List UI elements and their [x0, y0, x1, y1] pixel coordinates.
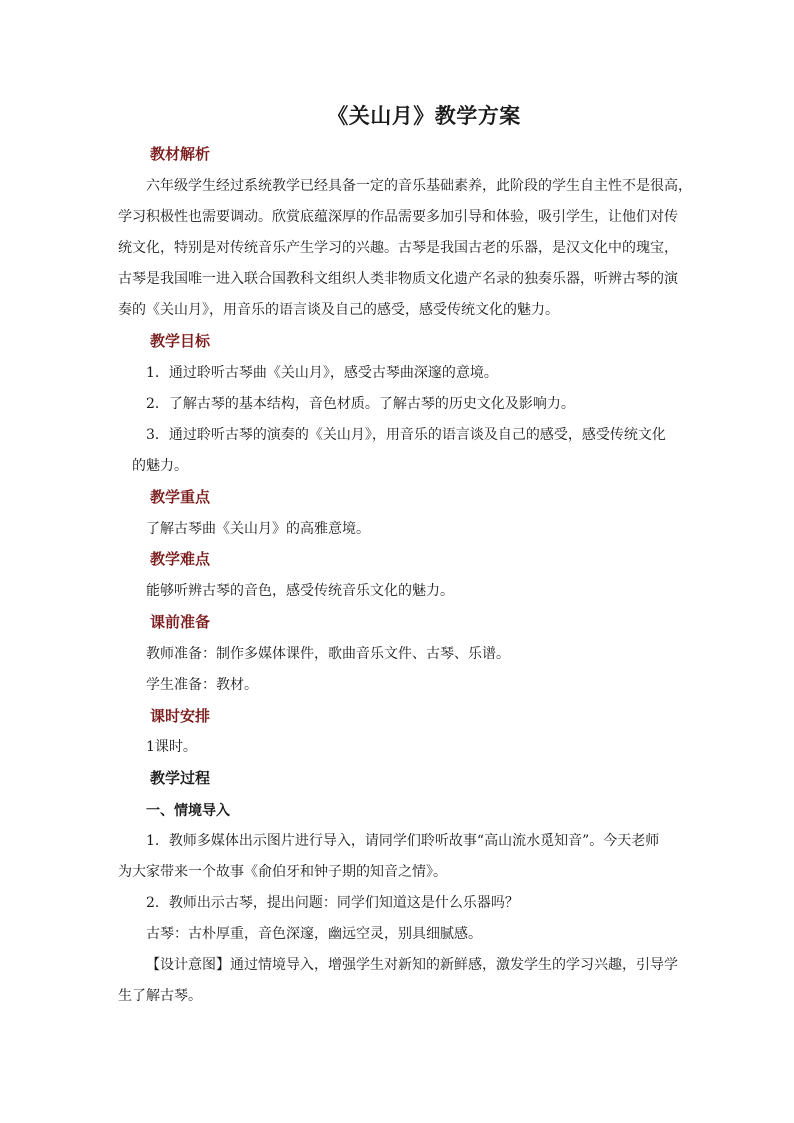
process-line: 古琴：古朴厚重，音色深邃，幽远空灵，别具细腻感。 [146, 926, 482, 942]
preparation-student: 学生准备：教材。 [146, 677, 258, 693]
analysis-line: 六年级学生经过系统教学已经具备一定的音乐基础素养，此阶段的学生自主性不是很高， [146, 178, 692, 194]
section-heading-process: 教学过程 [150, 769, 211, 787]
goal-item: 1．通过聆听古琴曲《关山月》，感受古琴曲深邃的意境。 [146, 365, 498, 381]
process-line: 为大家带来一个故事《俞伯牙和钟子期的知音之情》。 [118, 864, 447, 880]
section-heading-key-points: 教学重点 [150, 488, 211, 506]
analysis-line: 学习积极性也需要调动。欣赏底蕴深厚的作品需要多加引导和体验，吸引学生，让他们对传 [118, 209, 678, 225]
goal-item: 2．了解古琴的基本结构，音色材质。了解古琴的历史文化及影响力。 [146, 396, 575, 412]
analysis-line: 奏的《关山月》，用音乐的语言谈及自己的感受，感受传统文化的魅力。 [118, 302, 559, 318]
goal-item: 3．通过聆听古琴的演奏的《关山月》，用音乐的语言谈及自己的感受，感受传统文化 [146, 427, 666, 443]
section-heading-analysis: 教材解析 [150, 145, 211, 163]
section-heading-goals: 教学目标 [150, 332, 211, 350]
process-line: 1．教师多媒体出示图片进行导入，请同学们聆听故事“高山流水觅知音”。今天老师 [146, 833, 660, 849]
key-points-text: 了解古琴曲《关山月》的高雅意境。 [146, 521, 370, 537]
design-intent-line: 【设计意图】通过情境导入，增强学生对新知的新鲜感，激发学生的学习兴趣，引导学 [146, 957, 678, 973]
document-title: 《关山月》教学方案 [327, 103, 521, 128]
goal-item: 的魅力。 [132, 458, 188, 474]
design-intent-line: 生了解古琴。 [118, 988, 202, 1004]
section-heading-difficulties: 教学难点 [150, 550, 211, 568]
schedule-text: 1课时。 [146, 739, 197, 755]
section-heading-preparation: 课前准备 [150, 613, 211, 631]
process-line: 2．教师出示古琴，提出问题：同学们知道这是什么乐器吗？ [146, 895, 519, 911]
section-heading-schedule: 课时安排 [150, 707, 211, 725]
analysis-line: 统文化，特别是对传统音乐产生学习的兴趣。古琴是我国古老的乐器，是汉文化中的瑰宝， [118, 240, 678, 256]
process-sub-heading: 一、情境导入 [146, 803, 230, 819]
analysis-line: 古琴是我国唯一进入联合国教科文组织人类非物质文化遗产名录的独奏乐器，听辨古琴的演 [118, 271, 678, 287]
difficulties-text: 能够听辨古琴的音色，感受传统音乐文化的魅力。 [146, 583, 454, 599]
preparation-teacher: 教师准备：制作多媒体课件，歌曲音乐文件、古琴、乐谱。 [146, 646, 510, 662]
